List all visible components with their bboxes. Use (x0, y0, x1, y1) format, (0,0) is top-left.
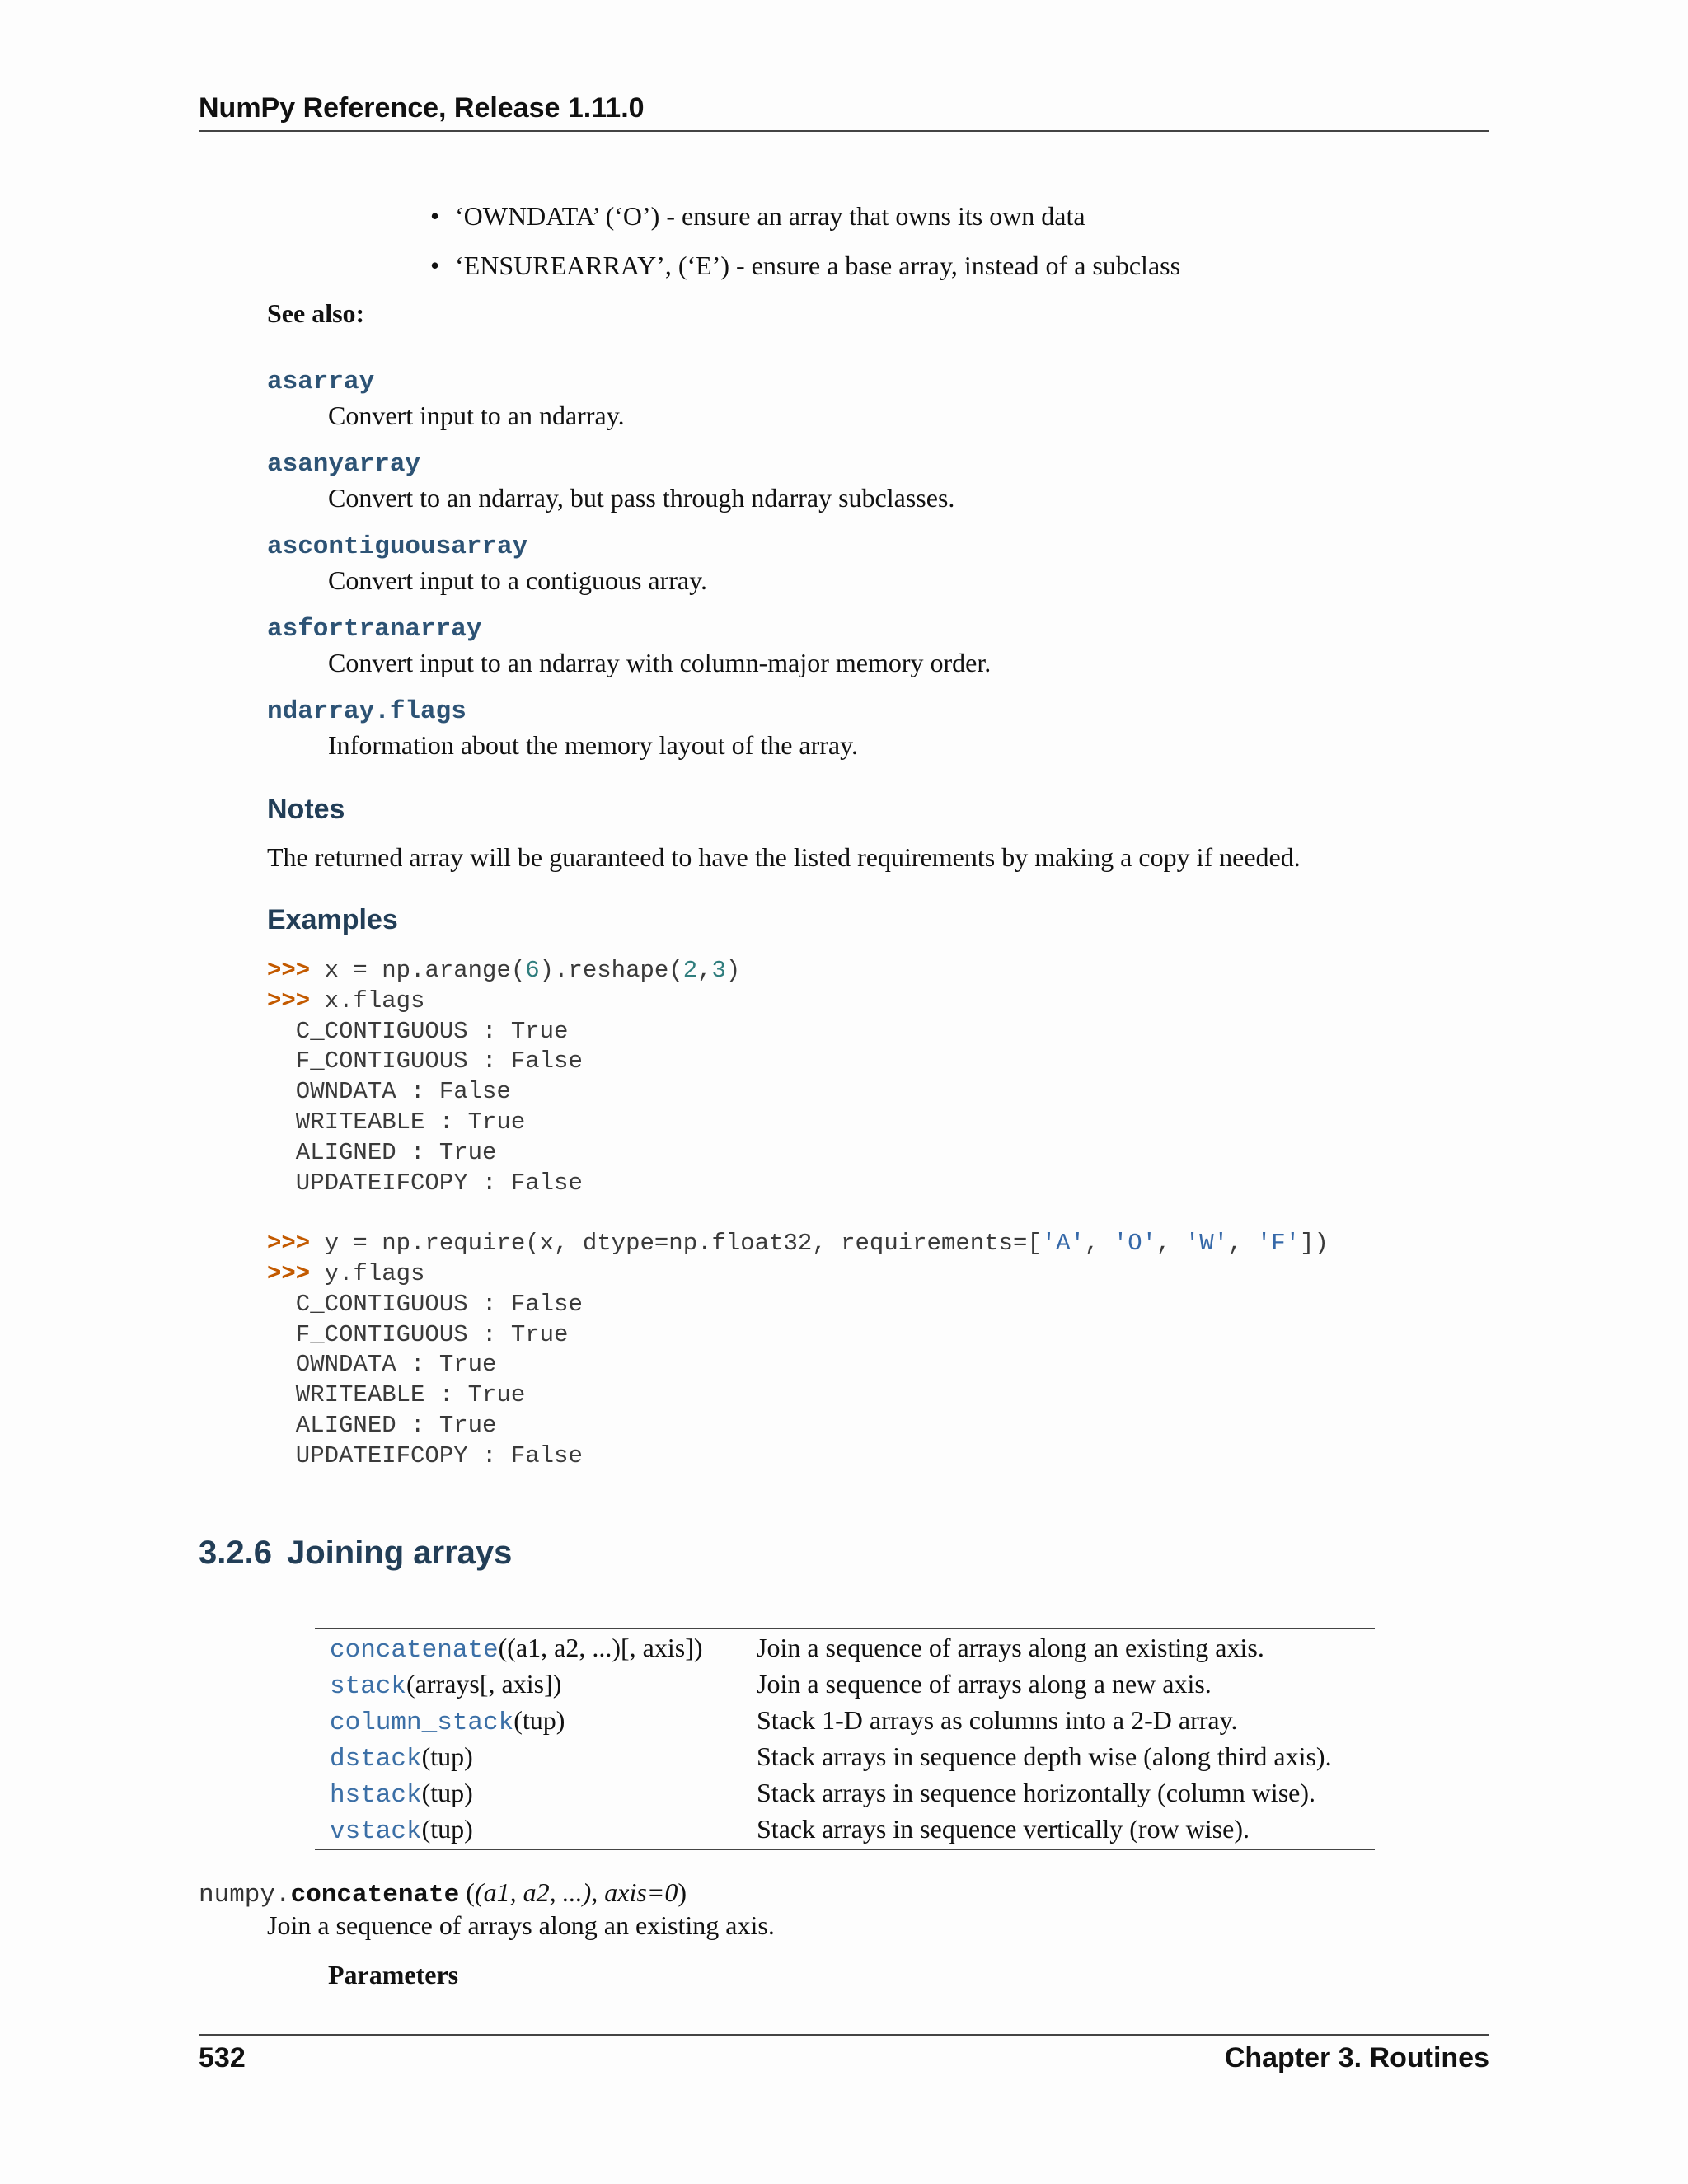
see-also-description: Convert to an ndarray, but pass through ndarray subclasses. (328, 483, 955, 513)
see-also-item (267, 366, 991, 448)
code-text: x.flags (310, 987, 425, 1015)
see-also-description: Convert input to a contiguous array. (328, 565, 708, 595)
see-also-description: Information about the memory layout of the array. (328, 730, 859, 760)
footer-rule (199, 2034, 1489, 2036)
code-string: 'F' (1256, 1230, 1301, 1258)
code-text: OWNDATA : False (267, 1078, 511, 1106)
function-args: (tup) (513, 1705, 565, 1735)
chapter-label: Chapter 3. Routines (1224, 2042, 1489, 2074)
section-number: 3.2.6 (199, 1535, 272, 1571)
running-header-title: NumPy Reference, Release 1.11.0 (199, 92, 645, 124)
code-line (267, 1380, 1329, 1411)
table-cell-description: Stack arrays in sequence vertically (row wise). (757, 1814, 1250, 1844)
code-text: y.flags (310, 1259, 425, 1287)
table-row (315, 1812, 1375, 1849)
bullet-item: • ‘ENSUREARRAY’, (‘E’) - ensure a base array, instead of a subclass (430, 251, 1181, 280)
table-cell-signature (315, 1704, 742, 1740)
table-cell-signature (315, 1629, 742, 1667)
code-text: , (1156, 1230, 1185, 1258)
requirements-bullet-list (430, 198, 1180, 297)
function-link-hstack[interactable]: hstack (330, 1781, 422, 1810)
code-text: ) (725, 957, 741, 984)
table-cell-signature (315, 1776, 742, 1812)
code-string: 'W' (1184, 1230, 1229, 1258)
bullet-text: ‘ENSUREARRAY’, (‘E’) - ensure a base array, instead of a subclass (455, 251, 1181, 280)
signature-open-paren: ( (466, 1877, 475, 1907)
code-line (267, 1198, 1329, 1229)
see-also-link-asanyarray[interactable]: asanyarray (267, 450, 421, 479)
see-also-heading: See also: (267, 298, 365, 328)
function-args: ((a1, a2, ...)[, axis]) (498, 1633, 703, 1662)
code-line (267, 1108, 1329, 1138)
function-description: Join a sequence of arrays along an existing axis. (267, 1910, 775, 1940)
code-text: WRITEABLE : True (267, 1381, 526, 1409)
code-line (267, 956, 1329, 987)
code-prompt: >>> (267, 987, 311, 1015)
code-line (267, 1320, 1329, 1351)
table-cell-signature (315, 1740, 742, 1776)
examples-heading: Examples (267, 904, 398, 935)
table-cell-description: Stack 1-D arrays as columns into a 2-D array. (757, 1705, 1238, 1735)
table-row (315, 1740, 1375, 1776)
code-text: OWNDATA : True (267, 1351, 497, 1379)
function-args: (arrays[, axis]) (406, 1669, 562, 1699)
code-text: , (697, 957, 712, 984)
function-link-stack[interactable]: stack (330, 1672, 407, 1701)
code-text: F_CONTIGUOUS : True (267, 1320, 569, 1348)
function-link-concatenate[interactable]: concatenate (330, 1636, 499, 1665)
code-line (267, 1350, 1329, 1380)
see-also-description: Convert input to an ndarray. (328, 401, 625, 430)
function-args: (tup) (421, 1778, 473, 1807)
table-cell-signature (315, 1667, 742, 1704)
signature-close-paren: ) (678, 1877, 687, 1907)
table-row (315, 1667, 1375, 1704)
see-also-list (267, 366, 991, 778)
function-args: (tup) (421, 1814, 473, 1844)
function-link-vstack[interactable]: vstack (330, 1817, 422, 1846)
code-text: y = np.require(x, dtype=np.float32, requirements=[ (310, 1230, 1042, 1258)
table-row (315, 1629, 1375, 1667)
table-cell-signature (315, 1812, 742, 1849)
code-number: 2 (682, 957, 698, 984)
code-text: , (1084, 1230, 1114, 1258)
joining-arrays-table (315, 1628, 1375, 1850)
header-rule (199, 130, 1489, 132)
code-line (267, 1441, 1329, 1472)
code-string: 'O' (1113, 1230, 1157, 1258)
code-text: C_CONTIGUOUS : False (267, 1290, 583, 1318)
code-number: 3 (711, 957, 726, 984)
function-module: numpy. (199, 1881, 291, 1910)
see-also-item (267, 448, 991, 531)
code-line (267, 1229, 1329, 1259)
notes-heading: Notes (267, 794, 345, 825)
section-title: Joining arrays (286, 1535, 513, 1571)
table-cell-description: Stack arrays in sequence horizontally (column wise). (757, 1778, 1315, 1807)
code-text: ).reshape( (539, 957, 683, 984)
see-also-item (267, 613, 991, 696)
code-text: C_CONTIGUOUS : True (267, 1017, 569, 1045)
code-prompt: >>> (267, 957, 311, 984)
code-number: 6 (525, 957, 540, 984)
code-text: F_CONTIGUOUS : False (267, 1047, 583, 1076)
code-line (267, 1411, 1329, 1441)
function-link-column-stack[interactable]: column_stack (330, 1708, 514, 1737)
code-line (267, 1138, 1329, 1169)
code-string: 'A' (1041, 1230, 1085, 1258)
code-line (267, 1169, 1329, 1199)
see-also-link-ascontiguousarray[interactable]: ascontiguousarray (267, 532, 528, 561)
bullet-text: ‘OWNDATA’ (‘O’) - ensure an array that owns its own data (455, 201, 1085, 231)
see-also-description: Convert input to an ndarray with column-major memory order. (328, 648, 992, 677)
see-also-link-ndarray-flags[interactable]: ndarray.flags (267, 697, 467, 726)
notes-text: The returned array will be guaranteed to have the listed requirements by making a copy if needed. (267, 842, 1301, 872)
table-cell-description: Stack arrays in sequence depth wise (along third axis). (757, 1741, 1332, 1771)
function-signature (199, 1877, 687, 1910)
table-cell-description: Join a sequence of arrays along a new axis. (757, 1669, 1212, 1699)
parameters-heading: Parameters (328, 1960, 459, 1990)
example-code-block (267, 956, 1329, 1472)
code-text: ALIGNED : True (267, 1411, 497, 1439)
table-row (315, 1776, 1375, 1812)
section-heading (199, 1535, 512, 1572)
code-line (267, 1077, 1329, 1108)
code-prompt: >>> (267, 1259, 311, 1287)
see-also-item (267, 696, 991, 778)
table-row (315, 1704, 1375, 1740)
function-args: (tup) (421, 1741, 473, 1771)
page-number: 532 (199, 2042, 246, 2074)
code-text: WRITEABLE : True (267, 1108, 526, 1136)
code-text: , (1228, 1230, 1257, 1258)
code-text: ALIGNED : True (267, 1138, 497, 1166)
code-text: UPDATEIFCOPY : False (267, 1441, 583, 1469)
function-parameters: (a1, a2, ...), axis=0 (474, 1877, 678, 1907)
code-text: x = np.arange( (310, 957, 526, 984)
function-link-dstack[interactable]: dstack (330, 1745, 422, 1774)
see-also-link-asarray[interactable]: asarray (267, 368, 375, 396)
see-also-link-asfortranarray[interactable]: asfortranarray (267, 615, 482, 644)
function-name: concatenate (290, 1881, 460, 1910)
code-line (267, 1259, 1329, 1290)
code-line (267, 1047, 1329, 1077)
table-cell-description: Join a sequence of arrays along an existing axis. (757, 1633, 1264, 1662)
code-text: UPDATEIFCOPY : False (267, 1169, 583, 1197)
code-prompt: >>> (267, 1230, 311, 1258)
code-text: ]) (1300, 1230, 1329, 1258)
code-line (267, 1017, 1329, 1047)
bullet-item: • ‘OWNDATA’ (‘O’) - ensure an array that owns its own data (430, 201, 1085, 231)
code-line (267, 1290, 1329, 1320)
code-line (267, 987, 1329, 1017)
see-also-item (267, 531, 991, 613)
